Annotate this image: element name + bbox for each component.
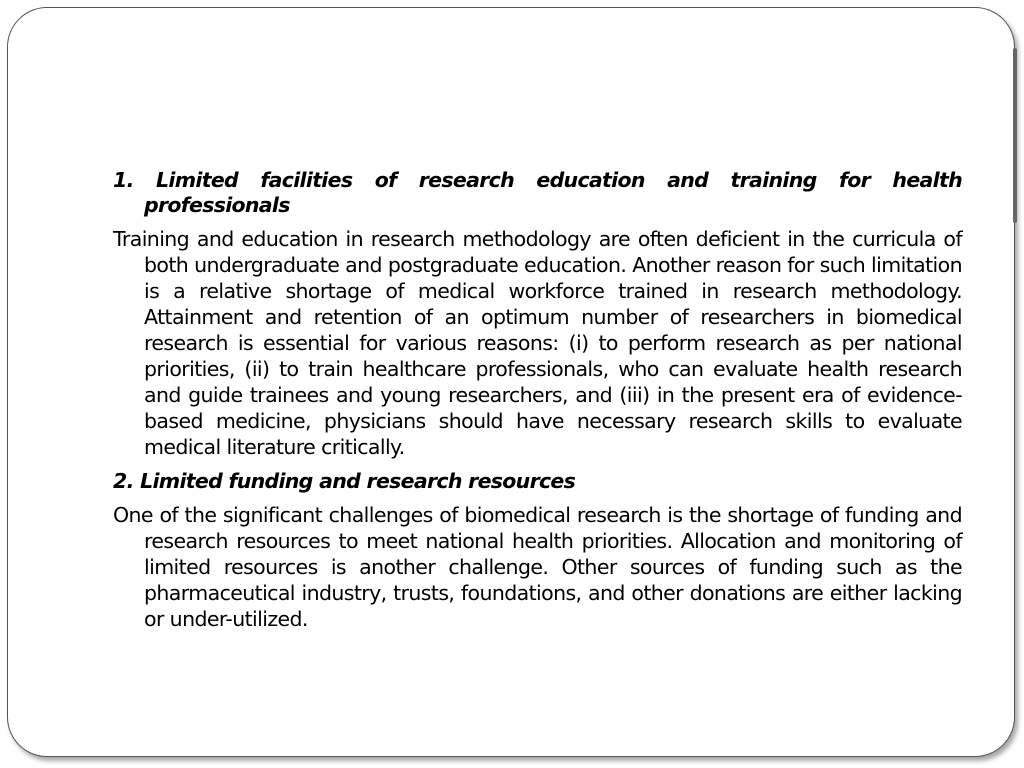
section-2-body: One of the significant challenges of biomedical research is the shortage of funding and research resources to meet national health priorities. Allocation and monitoring of limited resources is another challenge. Other sources of funding such as the pharmaceutical industry, trusts, foundations, and other donations are either lacking or under-utilized. <box>113 503 962 631</box>
section-1-body: Training and education in research methodology are often deficient in the curricula of both undergraduate and postgraduate education. Another reason for such limitation is a relative shortage of medical workforce trained in research methodology. Attainment and retention of an optimum number of researchers in biomedical research is essential for various reasons: (i) to perform research as per national priorities, (ii) to train healthcare professionals, who can evaluate health research and guide trainees and young researchers, and (iii) in the present era of evidence-based medicine, physicians should have necessary research skills to evaluate medical literature critically. <box>113 227 962 459</box>
slide-content <box>113 168 962 640</box>
section-1-heading: 1. Limited facilities of research education and training for health professionals <box>113 168 962 217</box>
section-2-heading: 2. Limited funding and research resources <box>113 469 576 493</box>
frame-edge-tab <box>1013 48 1017 223</box>
